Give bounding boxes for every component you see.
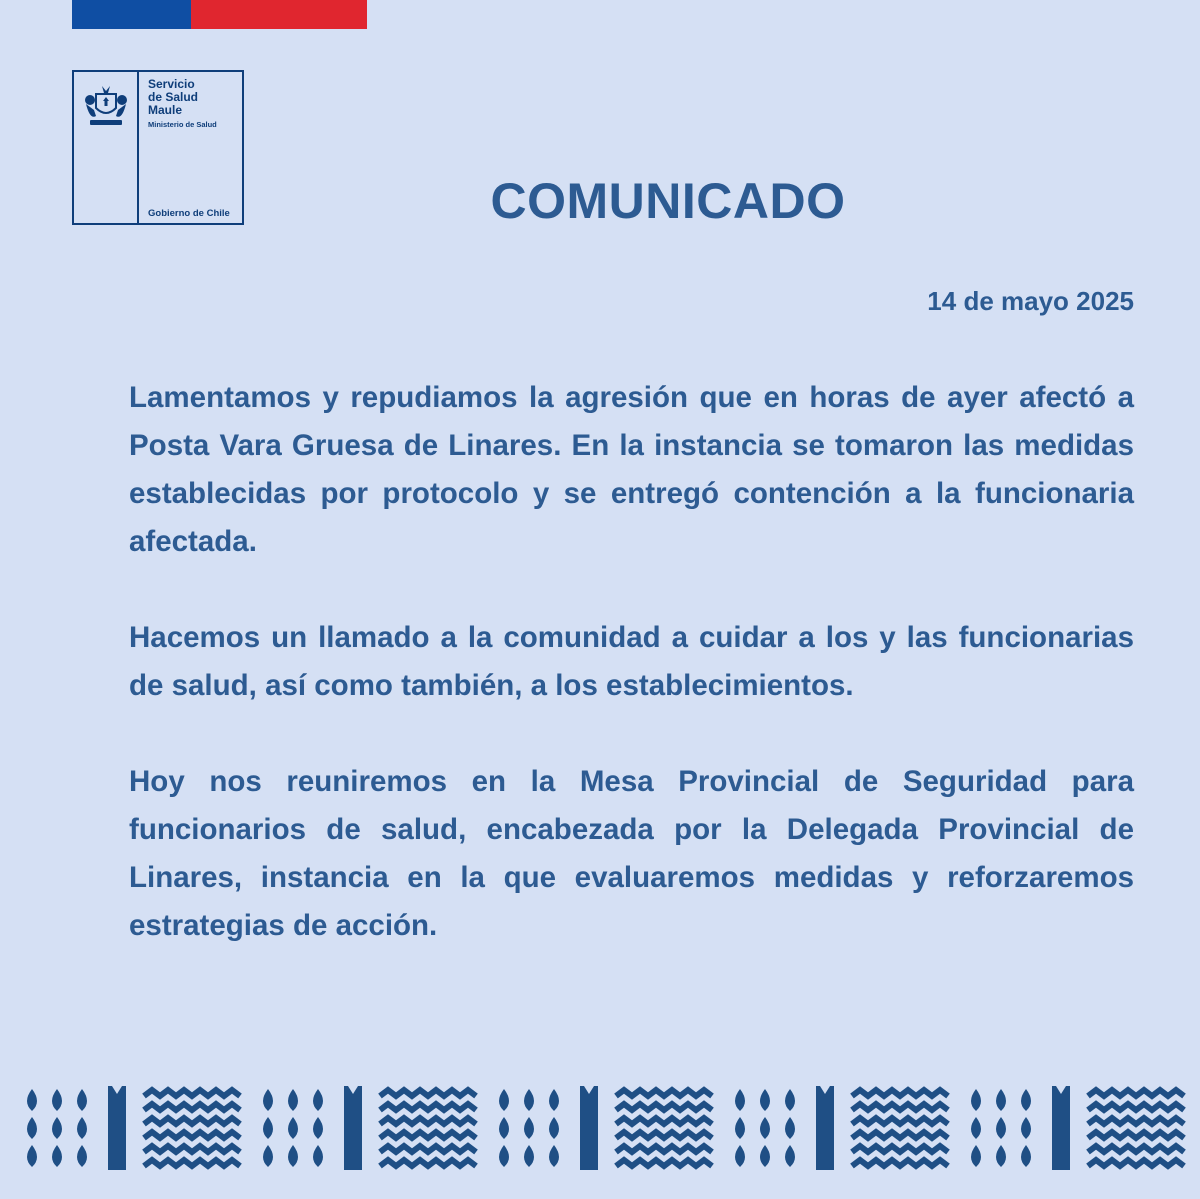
paragraph-2: Hacemos un llamado a la comunidad a cuidar a los y las funcionarias de salud, así como también, a los establecimientos. <box>129 621 1134 702</box>
pattern-drop-shape <box>52 1089 62 1111</box>
pattern-wave-line <box>380 1090 476 1096</box>
pattern-drop-shape <box>1021 1117 1031 1139</box>
pattern-drop-shape <box>549 1089 559 1111</box>
pattern-drop-shape <box>288 1089 298 1111</box>
pattern-drop-shape <box>263 1117 273 1139</box>
pattern-drop-shape <box>971 1117 981 1139</box>
pattern-drop-shape <box>263 1089 273 1111</box>
logo-ministry: Ministerio de Salud <box>148 120 217 129</box>
pattern-drop-shape <box>499 1145 509 1167</box>
pattern-wave-line <box>1088 1118 1184 1124</box>
pattern-wave-line <box>1088 1090 1184 1096</box>
pattern-drop-shape <box>524 1089 534 1111</box>
pattern-drop-shape <box>971 1145 981 1167</box>
pattern-drop-shape <box>735 1145 745 1167</box>
pattern-wave-line <box>380 1104 476 1110</box>
pattern-drop-shape <box>27 1145 37 1167</box>
pattern-wave-line <box>852 1090 948 1096</box>
pattern-wave-line <box>144 1118 240 1124</box>
pattern-wave-line <box>1088 1104 1184 1110</box>
pattern-drop-shape <box>1021 1145 1031 1167</box>
pattern-wave-line <box>380 1160 476 1166</box>
statement-body <box>129 374 1134 998</box>
pattern-wave-line <box>852 1160 948 1166</box>
pattern-wave-line <box>1088 1160 1184 1166</box>
pattern-drop-shape <box>760 1145 770 1167</box>
date: 14 de mayo 2025 <box>927 286 1134 316</box>
pattern-wave-line <box>144 1160 240 1166</box>
pattern-drop-shape <box>313 1145 323 1167</box>
logo-line-3: Maule <box>148 103 183 117</box>
pattern-tulip-shape <box>344 1086 362 1170</box>
logo-government: Gobierno de Chile <box>148 208 230 219</box>
pattern-wave-line <box>380 1118 476 1124</box>
logo-text <box>148 78 217 129</box>
paragraph-3: Hoy nos reuniremos en la Mesa Provincial de Seguridad para funcionarios de salud, encabezada por la Delegada Provincial de Linares, instancia en la que evaluaremos medidas y reforzaremos estrategias de acción. <box>129 765 1134 942</box>
pattern-drop-shape <box>524 1117 534 1139</box>
pattern-drop-shape <box>288 1145 298 1167</box>
pattern-drop-shape <box>785 1145 795 1167</box>
pattern-drop-shape <box>996 1117 1006 1139</box>
pattern-wave-line <box>616 1090 712 1096</box>
pattern-wave-line <box>144 1104 240 1110</box>
pattern-wave-line <box>144 1146 240 1152</box>
paragraph-1: Lamentamos y repudiamos la agresión que en horas de ayer afectó a Posta Vara Gruesa de Linares. En la instancia se tomaron las medidas establecidas por protocolo y se entregó contención a la funcionaria afectada. <box>129 381 1134 558</box>
flag-bar <box>72 0 367 29</box>
pattern-tulip-shape <box>816 1086 834 1170</box>
pattern-drop-shape <box>1021 1089 1031 1111</box>
pattern-drop-shape <box>996 1145 1006 1167</box>
pattern-drop-shape <box>27 1117 37 1139</box>
pattern-drop-shape <box>499 1089 509 1111</box>
pattern-drop-shape <box>735 1117 745 1139</box>
pattern-wave-line <box>144 1132 240 1138</box>
pattern-drop-shape <box>499 1117 509 1139</box>
pattern-drop-shape <box>52 1117 62 1139</box>
logo-line-2: de Salud <box>148 90 199 104</box>
pattern-drop-shape <box>971 1089 981 1111</box>
logo-line-1: Servicio <box>148 77 195 91</box>
chile-coat-of-arms-icon <box>82 82 130 128</box>
pattern-wave-line <box>1088 1132 1184 1138</box>
pattern-wave-line <box>616 1132 712 1138</box>
pattern-drop-shape <box>52 1145 62 1167</box>
pattern-tulip-shape <box>580 1086 598 1170</box>
pattern-wave-line <box>380 1132 476 1138</box>
pattern-drop-shape <box>549 1145 559 1167</box>
pattern-drop-shape <box>785 1089 795 1111</box>
pattern-wave-line <box>852 1104 948 1110</box>
flag-red-stripe <box>191 0 367 29</box>
flag-blue-stripe <box>72 0 191 29</box>
pattern-drop-shape <box>27 1089 37 1111</box>
pattern-tulip-shape <box>1052 1086 1070 1170</box>
pattern-drop-shape <box>77 1089 87 1111</box>
pattern-drop-shape <box>77 1117 87 1139</box>
pattern-wave-line <box>852 1132 948 1138</box>
pattern-wave-line <box>616 1104 712 1110</box>
pattern-drop-shape <box>263 1145 273 1167</box>
pattern-wave-line <box>144 1090 240 1096</box>
pattern-drop-shape <box>313 1117 323 1139</box>
pattern-wave-line <box>852 1146 948 1152</box>
pattern-wave-line <box>616 1146 712 1152</box>
pattern-drop-shape <box>288 1117 298 1139</box>
pattern-drop-shape <box>996 1089 1006 1111</box>
pattern-wave-line <box>852 1118 948 1124</box>
pattern-drop-shape <box>313 1089 323 1111</box>
pattern-wave-line <box>1088 1146 1184 1152</box>
pattern-wave-line <box>616 1160 712 1166</box>
pattern-drop-shape <box>785 1117 795 1139</box>
pattern-wave-line <box>380 1146 476 1152</box>
pattern-drop-shape <box>760 1117 770 1139</box>
pattern-tulip-shape <box>108 1086 126 1170</box>
pattern-drop-shape <box>760 1089 770 1111</box>
pattern-drop-shape <box>549 1117 559 1139</box>
pattern-drop-shape <box>524 1145 534 1167</box>
page-title: COMUNICADO <box>490 173 846 229</box>
pattern-drop-shape <box>77 1145 87 1167</box>
pattern-drop-shape <box>735 1089 745 1111</box>
decorative-pattern <box>0 1080 1200 1180</box>
pattern-wave-line <box>616 1118 712 1124</box>
